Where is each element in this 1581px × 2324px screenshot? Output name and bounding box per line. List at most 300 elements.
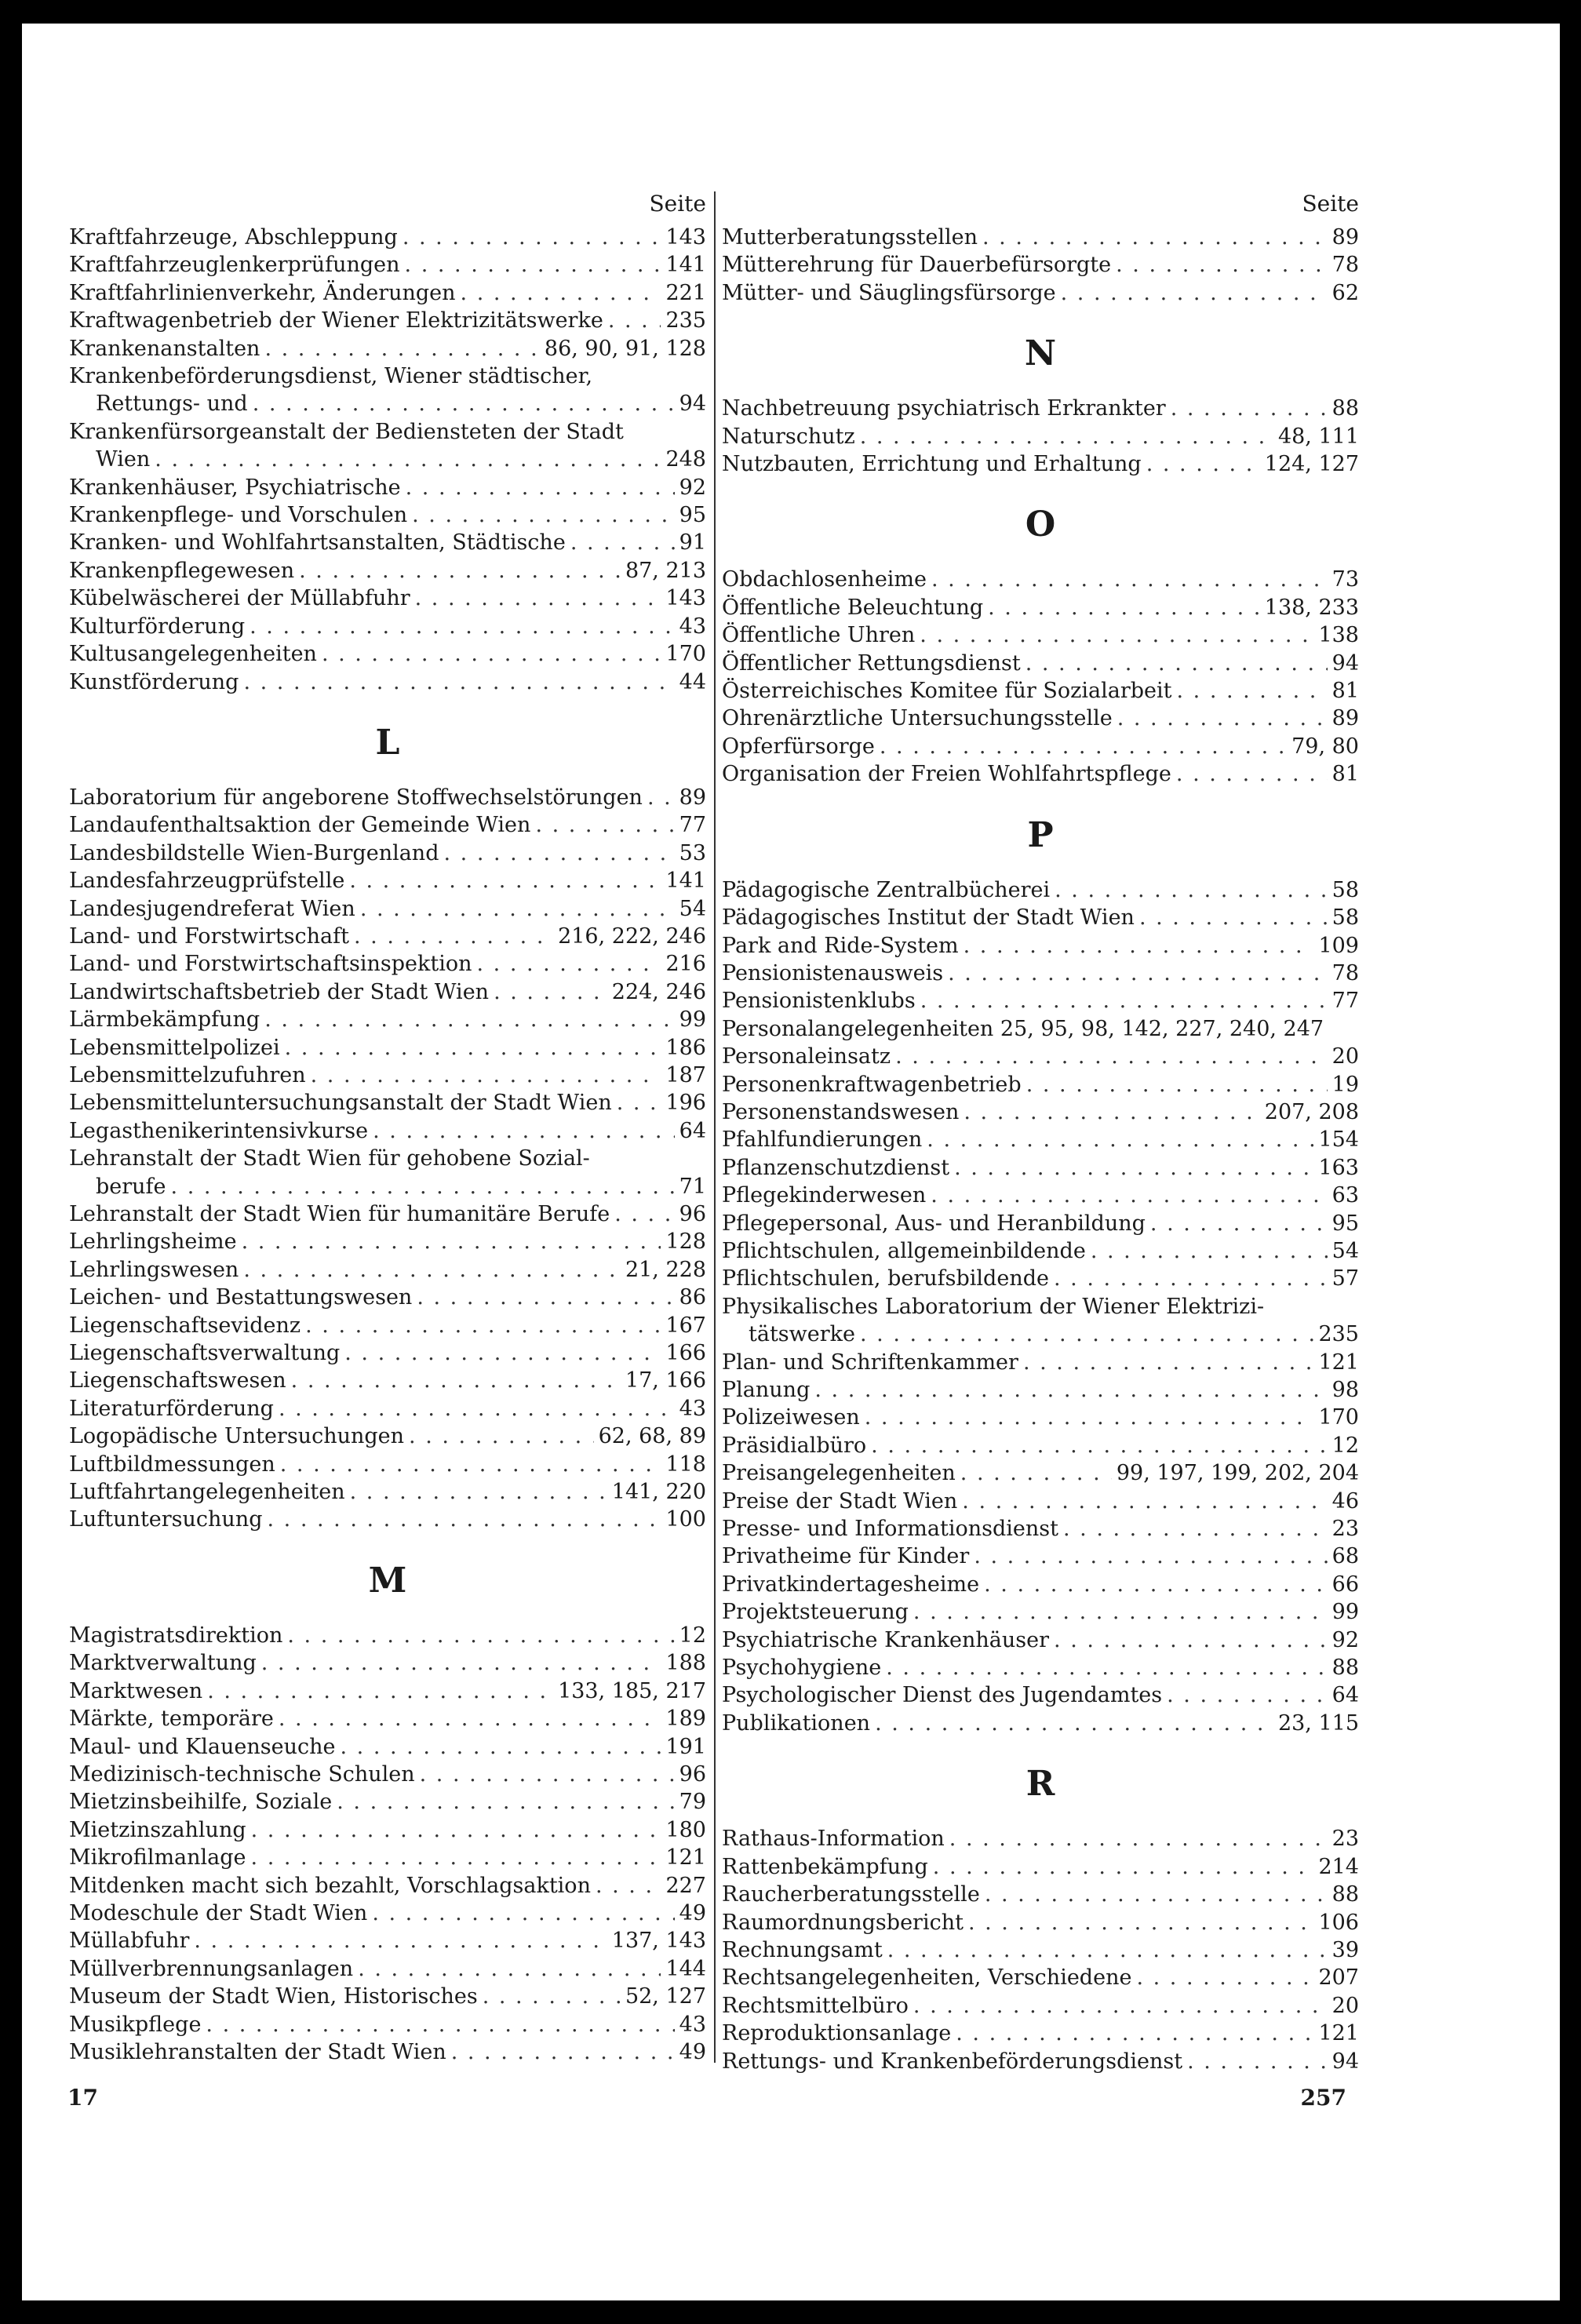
index-entry-line [69, 1367, 706, 1394]
index-entry [722, 1404, 1359, 1431]
dot-leader [322, 640, 661, 668]
index-entry-line [69, 1649, 706, 1677]
index-entry [722, 1853, 1359, 1881]
index-entry [722, 650, 1359, 677]
index-entry [722, 1543, 1359, 1570]
index-entry-pages: 43 [679, 2012, 706, 2037]
index-entry-pages: 23 [1331, 1517, 1359, 1542]
index-entry-pages: 86, 90, 91, 128 [544, 336, 706, 361]
index-entry [722, 987, 1359, 1014]
index-entry-pages: 49 [679, 2039, 706, 2064]
index-entry-line [69, 2038, 706, 2066]
index-entry-term-continued: Rettungs- und [96, 392, 248, 417]
index-entry-pages: 95 [1331, 1211, 1359, 1236]
index-entry-term: Nachbetreuung psychiatrisch Erkrankter [722, 396, 1166, 421]
index-entry [722, 594, 1359, 621]
index-entry-line [69, 474, 706, 501]
index-entry-term: Ohrenärztliche Untersuchungsstelle [722, 706, 1113, 731]
dot-leader [608, 307, 661, 334]
index-entry-line [69, 1200, 706, 1228]
index-entry-term: Öffentliche Beleuchtung [722, 595, 984, 620]
index-entry-line [69, 1089, 706, 1116]
index-entry [722, 1825, 1359, 1852]
index-entry-line [69, 1506, 706, 1533]
index-entry-term: Lebensmittelzufuhren [69, 1062, 306, 1087]
dot-leader [865, 1404, 1314, 1431]
dot-leader [1176, 677, 1327, 705]
index-entry [69, 307, 706, 334]
index-entry-term: Rathaus-Information [722, 1827, 945, 1852]
index-entry-line [722, 224, 1359, 251]
index-entry-pages: 43 [679, 1396, 706, 1421]
index-entry [69, 224, 706, 251]
index-entry-line [722, 621, 1359, 649]
index-entry-pages: 52, 127 [625, 1984, 706, 2009]
index-entry-pages: 64 [1331, 1683, 1359, 1708]
index-entry-pages: 79 [679, 1790, 706, 1815]
index-entry [69, 895, 706, 923]
index-entry-pages: 86 [679, 1285, 706, 1310]
index-entry [722, 450, 1359, 478]
column-header-seite: Seite [1302, 191, 1359, 217]
index-entry-term: Lebensmittelpolizei [69, 1035, 280, 1060]
dot-leader [920, 987, 1328, 1014]
index-entry-term: Musikpflege [69, 2012, 202, 2037]
dot-leader [871, 1432, 1327, 1459]
index-entry-term: Pflichtschulen, berufsbildende [722, 1266, 1049, 1291]
index-entry [722, 1015, 1359, 1043]
index-entry-pages: 57 [1331, 1266, 1359, 1291]
index-entry-term: Organisation der Freien Wohlfahrtspflege [722, 762, 1171, 787]
index-entry [722, 1515, 1359, 1543]
index-entry-pages: 191 [665, 1734, 706, 1759]
dot-leader [982, 224, 1328, 251]
index-entry-line [69, 1395, 706, 1422]
index-entry-term: Reproduktionsanlage [722, 2021, 952, 2046]
index-entry-pages: 124, 127 [1264, 452, 1359, 477]
dot-leader [570, 529, 675, 556]
index-entry-continuation [69, 446, 706, 473]
index-entry-term: Krankenhäuser, Psychiatrische [69, 475, 401, 500]
index-entry [69, 1117, 706, 1145]
dot-leader [949, 1825, 1328, 1852]
index-entry-term: Planung [722, 1378, 811, 1402]
dot-leader [647, 784, 675, 811]
dot-leader [372, 1900, 674, 1927]
index-entry-term: Mietzinszahlung [69, 1817, 246, 1842]
index-entry [69, 784, 706, 811]
index-entry-pages: 216 [665, 952, 706, 977]
index-entry-pages: 96 [679, 1761, 706, 1787]
index-entry [69, 2011, 706, 2038]
index-entry-term-continued: berufe [96, 1174, 166, 1199]
index-entry-term: Land- und Forstwirtschaft [69, 923, 349, 949]
dot-leader [860, 1320, 1313, 1348]
dot-leader [1150, 1210, 1328, 1237]
index-entry-term: Nutzbauten, Errichtung und Erhaltung [722, 452, 1142, 477]
index-entry [69, 1705, 706, 1732]
index-entry [722, 1654, 1359, 1681]
index-entry-line [69, 1117, 706, 1145]
index-entry-pages: 66 [1331, 1572, 1359, 1597]
index-entry [722, 1098, 1359, 1126]
dot-leader [1054, 1626, 1328, 1654]
index-entry-term: Luftuntersuchung [69, 1507, 263, 1532]
index-entry-pages: 23 [1331, 1827, 1359, 1852]
column-divider [714, 191, 716, 2063]
index-entry-line [69, 1339, 706, 1367]
index-entry-pages: 224, 246 [611, 979, 706, 1004]
index-entry-line [69, 1705, 706, 1732]
index-entry-term: Laboratorium für angeborene Stoffwechselstörungen [69, 785, 643, 810]
index-entry-term: Krankenpflegewesen [69, 558, 295, 583]
index-entry-term: Museum der Stadt Wien, Historisches [69, 1984, 478, 2009]
index-entry-pages: 214 [1318, 1854, 1359, 1879]
dot-leader [349, 867, 661, 894]
index-entry [722, 760, 1359, 788]
dot-leader [1023, 1349, 1314, 1376]
index-entry [69, 613, 706, 640]
index-entry [69, 2038, 706, 2066]
index-entry-term: Kraftfahrlinienverkehr, Änderungen [69, 280, 456, 305]
index-entry [722, 224, 1359, 251]
index-entry [69, 1256, 706, 1284]
index-entry-pages: 196 [665, 1091, 706, 1116]
index-entry [722, 932, 1359, 960]
index-entry [722, 1936, 1359, 1964]
dot-leader [875, 1710, 1273, 1737]
dot-leader [814, 1376, 1327, 1404]
index-entry-term: Öffentlicher Rettungsdienst [722, 650, 1021, 676]
dot-leader [285, 1034, 661, 1062]
dot-leader [405, 251, 661, 279]
index-entry [722, 1909, 1359, 1936]
index-entry [69, 840, 706, 867]
index-entry-pages: 49 [679, 1900, 706, 1925]
index-entry [722, 1992, 1359, 2020]
dot-leader [931, 566, 1328, 593]
index-entry-term: Krankenfürsorgeanstalt der Bediensteten der Stadt [69, 419, 624, 444]
index-entry-line [722, 1404, 1359, 1431]
index-entry-line [69, 2011, 706, 2038]
index-entry-term: Landesjugendreferat Wien [69, 896, 355, 921]
index-entry-term: Literaturförderung [69, 1396, 274, 1421]
index-entry [69, 1816, 706, 1844]
index-entry-pages: 23, 115 [1277, 1710, 1359, 1736]
index-entry-line [69, 585, 706, 612]
index-entry-pages: 133, 185, 217 [558, 1678, 706, 1703]
index-entry-pages: 106 [1318, 1910, 1359, 1935]
index-entry-term: Pfahlfundierungen [722, 1127, 923, 1153]
index-entry-term: Lehranstalt der Stadt Wien für humanitäre Berufe [69, 1202, 610, 1226]
index-entry-pages: 109 [1318, 933, 1359, 958]
dot-leader [886, 1654, 1327, 1681]
index-entry-pages: 94 [1331, 2049, 1359, 2074]
index-entry [722, 1043, 1359, 1070]
section-letter: L [375, 722, 400, 763]
index-entry-term: Pädagogische Zentralbücherei [722, 877, 1051, 902]
index-entry [69, 501, 706, 529]
index-entry [69, 335, 706, 362]
index-entry [722, 904, 1359, 931]
index-entry-line [722, 1681, 1359, 1709]
index-entry-line [722, 1237, 1359, 1265]
index-entry-term: Pädagogisches Institut der Stadt Wien [722, 905, 1135, 931]
dot-leader [960, 1459, 1112, 1487]
index-entry-pages: 99 [679, 1007, 706, 1033]
index-entry-pages: 235 [665, 308, 706, 333]
index-entry-line [69, 1788, 706, 1816]
index-entry-pages: 121 [1318, 2021, 1359, 2046]
dot-leader [494, 978, 607, 1006]
index-entry-term: Rechnungsamt [722, 1937, 883, 1962]
index-entry-term: Präsidialbüro [722, 1433, 867, 1458]
index-entry-pages: 186 [665, 1035, 706, 1060]
index-entry [69, 585, 706, 612]
index-entry-line [722, 566, 1359, 593]
index-entry-line [722, 960, 1359, 987]
index-entry [69, 1312, 706, 1339]
index-entry-pages: 58 [1331, 905, 1359, 931]
index-entry-line [722, 650, 1359, 677]
index-entry [722, 1488, 1359, 1515]
dot-leader [1061, 279, 1328, 307]
index-entry-term: Naturschutz [722, 424, 855, 449]
index-entry-term: Krankenbeförderungsdienst, Wiener städtischer, [69, 364, 593, 389]
index-entry-line [722, 251, 1359, 279]
index-entry-line [722, 1488, 1359, 1515]
index-entry [69, 867, 706, 894]
index-entry [69, 1927, 706, 1954]
index-entry [722, 876, 1359, 904]
index-entry-line [69, 1900, 706, 1927]
dot-leader [253, 390, 675, 417]
index-entry-line [722, 1071, 1359, 1098]
index-entry-line [722, 1182, 1359, 1209]
index-entry-line [69, 1062, 706, 1089]
index-entry-pages: 118 [665, 1452, 706, 1477]
index-entry-pages: 92 [1331, 1627, 1359, 1652]
index-entry-line [69, 1761, 706, 1788]
section-letter: P [1027, 814, 1054, 855]
index-entry-pages: 144 [665, 1956, 706, 1981]
index-entry [722, 423, 1359, 450]
index-entry-term: Lebensmitteluntersuchungsanstalt der Stadt Wien [69, 1091, 612, 1116]
index-entry-pages: 154 [1318, 1127, 1359, 1153]
index-entry-term: Landaufenthaltsaktion der Gemeinde Wien [69, 813, 531, 838]
index-entry [69, 557, 706, 585]
index-entry [69, 1733, 706, 1761]
index-entry-line [69, 978, 706, 1006]
index-entry-term: Presse- und Informationsdienst [722, 1517, 1058, 1542]
dot-leader [261, 1649, 661, 1677]
dot-leader [264, 335, 539, 362]
index-entry-term: Park and Ride-System [722, 933, 959, 958]
index-entry [722, 1349, 1359, 1376]
index-entry-term: Musiklehranstalten der Stadt Wien [69, 2039, 446, 2064]
dot-leader [264, 1006, 674, 1033]
index-entry-line [722, 677, 1359, 705]
index-entry-term: Krankenanstalten [69, 336, 260, 361]
dot-leader [444, 840, 675, 867]
index-entry [722, 1459, 1359, 1487]
index-entry-line [69, 1312, 706, 1339]
dot-leader [535, 811, 674, 839]
index-entry-pages: 44 [679, 669, 706, 694]
dot-leader [1025, 650, 1328, 677]
index-entry-term: Liegenschaftswesen [69, 1368, 286, 1393]
index-entry [69, 668, 706, 696]
index-entry [69, 1034, 706, 1062]
dot-leader [243, 1256, 621, 1284]
dot-leader [913, 1598, 1328, 1626]
index-entry-line [722, 987, 1359, 1014]
index-entry-term: Psychohygiene [722, 1656, 882, 1681]
index-entry-pages: 248 [665, 447, 706, 472]
dot-leader [927, 1126, 1313, 1153]
dot-leader [933, 1853, 1314, 1881]
index-entry [69, 251, 706, 279]
index-entry-term: Lehrlingswesen [69, 1257, 239, 1282]
index-entry [722, 960, 1359, 987]
index-entry-line [69, 840, 706, 867]
index-entry-pages: 17, 166 [625, 1368, 706, 1393]
index-page [22, 24, 1560, 2300]
signature-mark: 17 [67, 2085, 98, 2111]
dot-leader [1136, 1964, 1313, 1991]
index-entry-line [722, 1909, 1359, 1936]
index-entry-term: Pflegekinderwesen [722, 1183, 927, 1208]
index-entry-term: Opferfürsorge [722, 734, 875, 759]
dot-leader [279, 1395, 675, 1422]
index-entry-pages: 163 [1318, 1155, 1359, 1180]
index-entry-term: Marktverwaltung [69, 1651, 257, 1676]
index-entry-term: Pensionistenklubs [722, 989, 916, 1014]
index-entry-pages: 99 [1331, 1600, 1359, 1625]
index-entry [69, 1955, 706, 1983]
index-entry-pages: 87, 213 [625, 558, 706, 583]
index-entry-pages: 100 [665, 1507, 706, 1532]
index-entry-pages: 48, 111 [1277, 424, 1359, 449]
index-entry-term: Maul- und Klauenseuche [69, 1734, 336, 1759]
index-entry-line [69, 224, 706, 251]
index-entry-pages: 92 [679, 475, 706, 500]
index-entry [722, 1626, 1359, 1654]
index-entry-term: Müllverbrennungsanlagen [69, 1956, 354, 1981]
index-entry-line [722, 1543, 1359, 1570]
index-entry-pages: 63 [1331, 1183, 1359, 1208]
index-entry-term: Liegenschaftsevidenz [69, 1313, 301, 1338]
index-entry-term: Marktwesen [69, 1678, 203, 1703]
dot-leader [350, 1478, 607, 1506]
index-entry-pages: 227 [665, 1873, 706, 1898]
index-entry-line [722, 932, 1359, 960]
index-entry [69, 474, 706, 501]
index-entry-term: Raucherberatungsstelle [722, 1882, 980, 1907]
index-entry-line [722, 2020, 1359, 2047]
index-entry-pages: 89 [679, 785, 706, 810]
index-entry [69, 1622, 706, 1649]
index-entry-line [69, 1927, 706, 1954]
index-entry-line [69, 1034, 706, 1062]
index-entry-pages: 54 [679, 896, 706, 921]
index-entry [69, 1200, 706, 1228]
index-entry-line [722, 1015, 1359, 1043]
index-entry-pages: 143 [665, 586, 706, 611]
index-entry [69, 418, 706, 474]
index-entry [69, 1900, 706, 1927]
index-entry-line [69, 335, 706, 362]
left-column [69, 184, 706, 2066]
index-entry-pages: 20 [1331, 1044, 1359, 1069]
index-entry [69, 1506, 706, 1533]
index-entry-term: Kultusangelegenheiten [69, 642, 317, 667]
index-entry-line [69, 1006, 706, 1033]
index-entry [69, 1422, 706, 1450]
index-entry-line [722, 1964, 1359, 1991]
index-entry-pages: 88 [1331, 1656, 1359, 1681]
index-entry-term: Mütter- und Säuglingsfürsorge [722, 280, 1056, 305]
index-entry-line [722, 1626, 1359, 1654]
index-entry [722, 2020, 1359, 2047]
index-entry-line [722, 1265, 1359, 1292]
index-entry [69, 1062, 706, 1089]
index-entry [69, 1844, 706, 1871]
section-letter: O [1025, 505, 1056, 545]
index-entry-line [722, 423, 1359, 450]
index-entry-term: Kübelwäscherei der Müllabfuhr [69, 586, 410, 611]
index-entry-term: Polizeiwesen [722, 1405, 860, 1430]
index-entry [69, 1145, 706, 1200]
index-entry-line [722, 1598, 1359, 1626]
index-entry-pages: 68 [1331, 1544, 1359, 1569]
index-entry-pages: 53 [679, 840, 706, 865]
dot-leader [1139, 904, 1328, 931]
index-entry-pages: 43 [679, 614, 706, 639]
dot-leader [614, 1200, 674, 1228]
index-entry-line [69, 1284, 706, 1311]
index-entry [69, 978, 706, 1006]
index-entry-line [722, 1881, 1359, 1908]
index-entry-line [722, 1710, 1359, 1737]
index-entry-pages: 166 [665, 1341, 706, 1366]
dot-leader [1091, 1237, 1328, 1265]
index-entry-pages: 94 [679, 392, 706, 417]
index-entry-line [722, 1654, 1359, 1681]
dot-leader [920, 621, 1313, 649]
index-entry-pages: 170 [1318, 1405, 1359, 1430]
index-entry-line [722, 594, 1359, 621]
index-entry-line [69, 1733, 706, 1761]
index-entry-pages: 39 [1331, 1937, 1359, 1962]
index-entry-pages: 235 [1318, 1322, 1359, 1347]
index-entry-line [722, 1515, 1359, 1543]
index-entry-line [722, 1992, 1359, 2020]
index-entry-line [69, 613, 706, 640]
index-entry [722, 1681, 1359, 1709]
index-entry-term: Luftfahrtangelegenheiten [69, 1480, 345, 1505]
index-entry-term: Mietzinsbeihilfe, Soziale [69, 1790, 333, 1815]
index-entry-term: Projektsteuerung [722, 1600, 909, 1625]
index-entry-term: Personaleinsatz [722, 1044, 891, 1069]
dot-leader [1176, 760, 1328, 788]
index-entry-line [69, 1478, 706, 1506]
index-entry [722, 733, 1359, 760]
index-entry-pages: 88 [1331, 396, 1359, 421]
index-entry [722, 279, 1359, 307]
index-entry-pages: 188 [665, 1651, 706, 1676]
dot-leader [962, 1488, 1327, 1515]
